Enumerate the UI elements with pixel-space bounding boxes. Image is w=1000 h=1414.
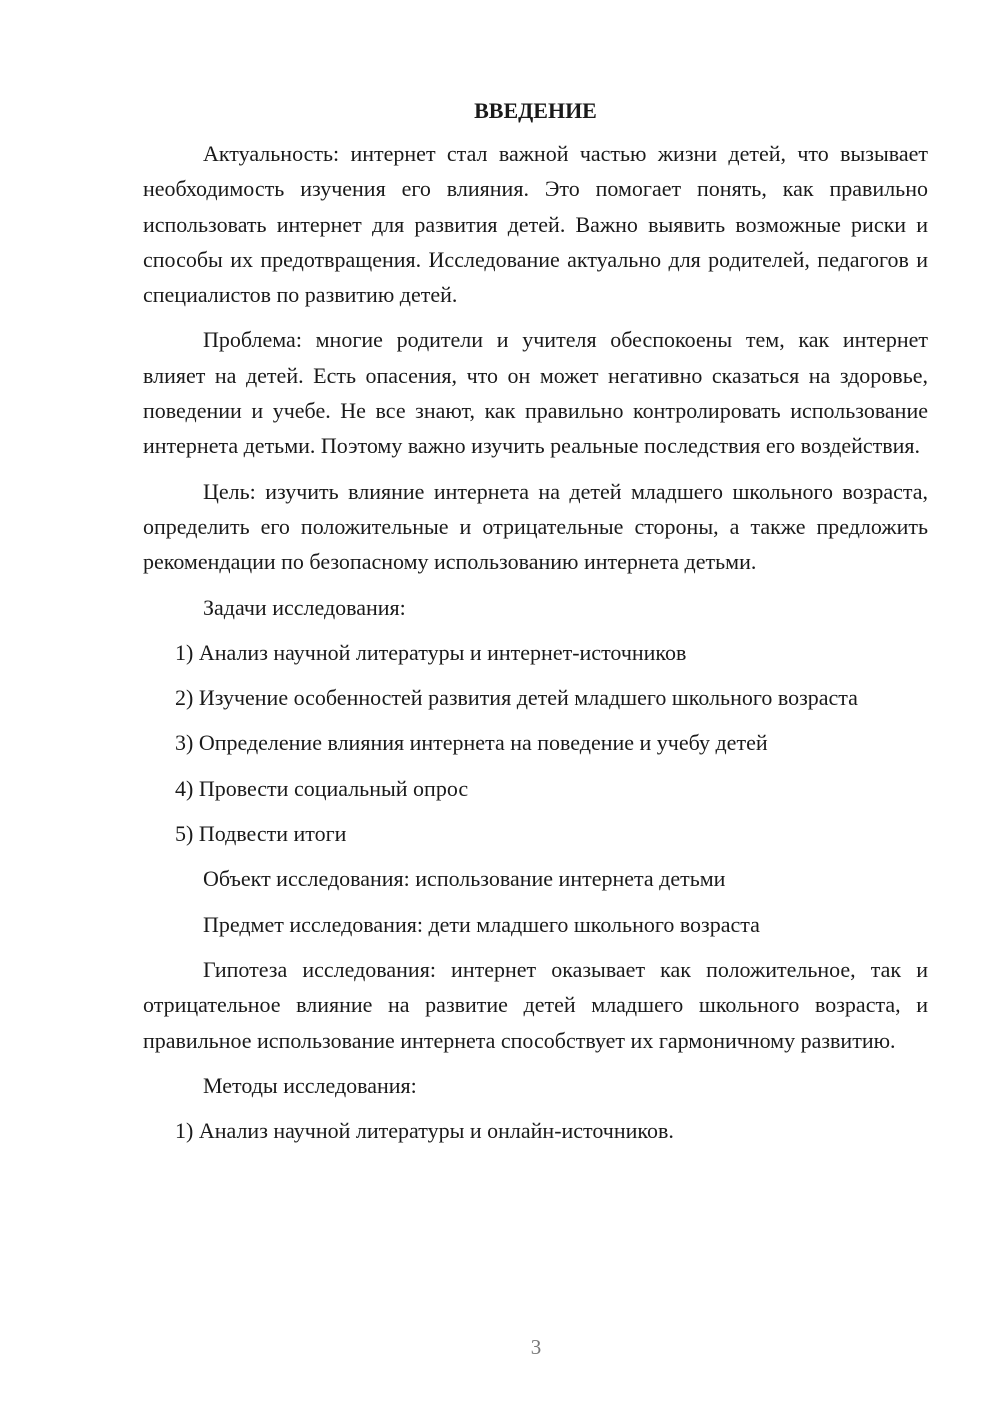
page-content — [143, 95, 928, 1158]
problem-paragraph: Проблема: многие родители и учителя обеспокоены тем, как интернет влияет на детей. Есть опасения, что он может негативно сказаться на здоровье, поведении и учебе. Не все знают, как правильно контролировать использование интернета детьми. Поэтому важно изучить реальные последствия его воздействия. — [143, 327, 928, 459]
method-item: 1) Анализ научной литературы и онлайн-источников. — [175, 1118, 674, 1144]
object-paragraph: Объект исследования: использование интернета детьми — [203, 866, 726, 892]
section-title: ВВЕДЕНИЕ — [474, 98, 597, 123]
relevance-paragraph: Актуальность: интернет стал важной частью жизни детей, что вызывает необходимость изучения его влияния. Это помогает понять, как правильно использовать интернет для развития детей. Важно выявить возможные риски и способы их предотвращения. Исследование актуально для родителей, педагогов и специалистов по развитию детей. — [143, 141, 928, 308]
task-item: 1) Анализ научной литературы и интернет-источников — [175, 639, 687, 665]
tasks-heading: Задачи исследования: — [203, 594, 406, 620]
page-number: 3 — [530, 1335, 542, 1359]
hypothesis-paragraph: Гипотеза исследования: интернет оказывает как положительное, так и отрицательное влияние на развитие детей младшего школьного возраста, и правильное использование интернета способствует их гармоничному развитию. — [143, 956, 928, 1053]
task-item: 2) Изучение особенностей развития детей младшего школьного возраста — [175, 685, 858, 711]
task-item: 4) Провести социальный опрос — [175, 775, 469, 801]
methods-heading: Методы исследования: — [203, 1072, 417, 1098]
subject-paragraph: Предмет исследования: дети младшего школьного возраста — [203, 911, 760, 937]
goal-paragraph: Цель: изучить влияние интернета на детей младшего школьного возраста, определить его положительные и отрицательные стороны, а также предложить рекомендации по безопасному использованию интернета детьми. — [143, 478, 928, 575]
task-item: 5) Подвести итоги — [175, 821, 347, 847]
task-item: 3) Определение влияния интернета на поведение и учебу детей — [175, 730, 768, 756]
